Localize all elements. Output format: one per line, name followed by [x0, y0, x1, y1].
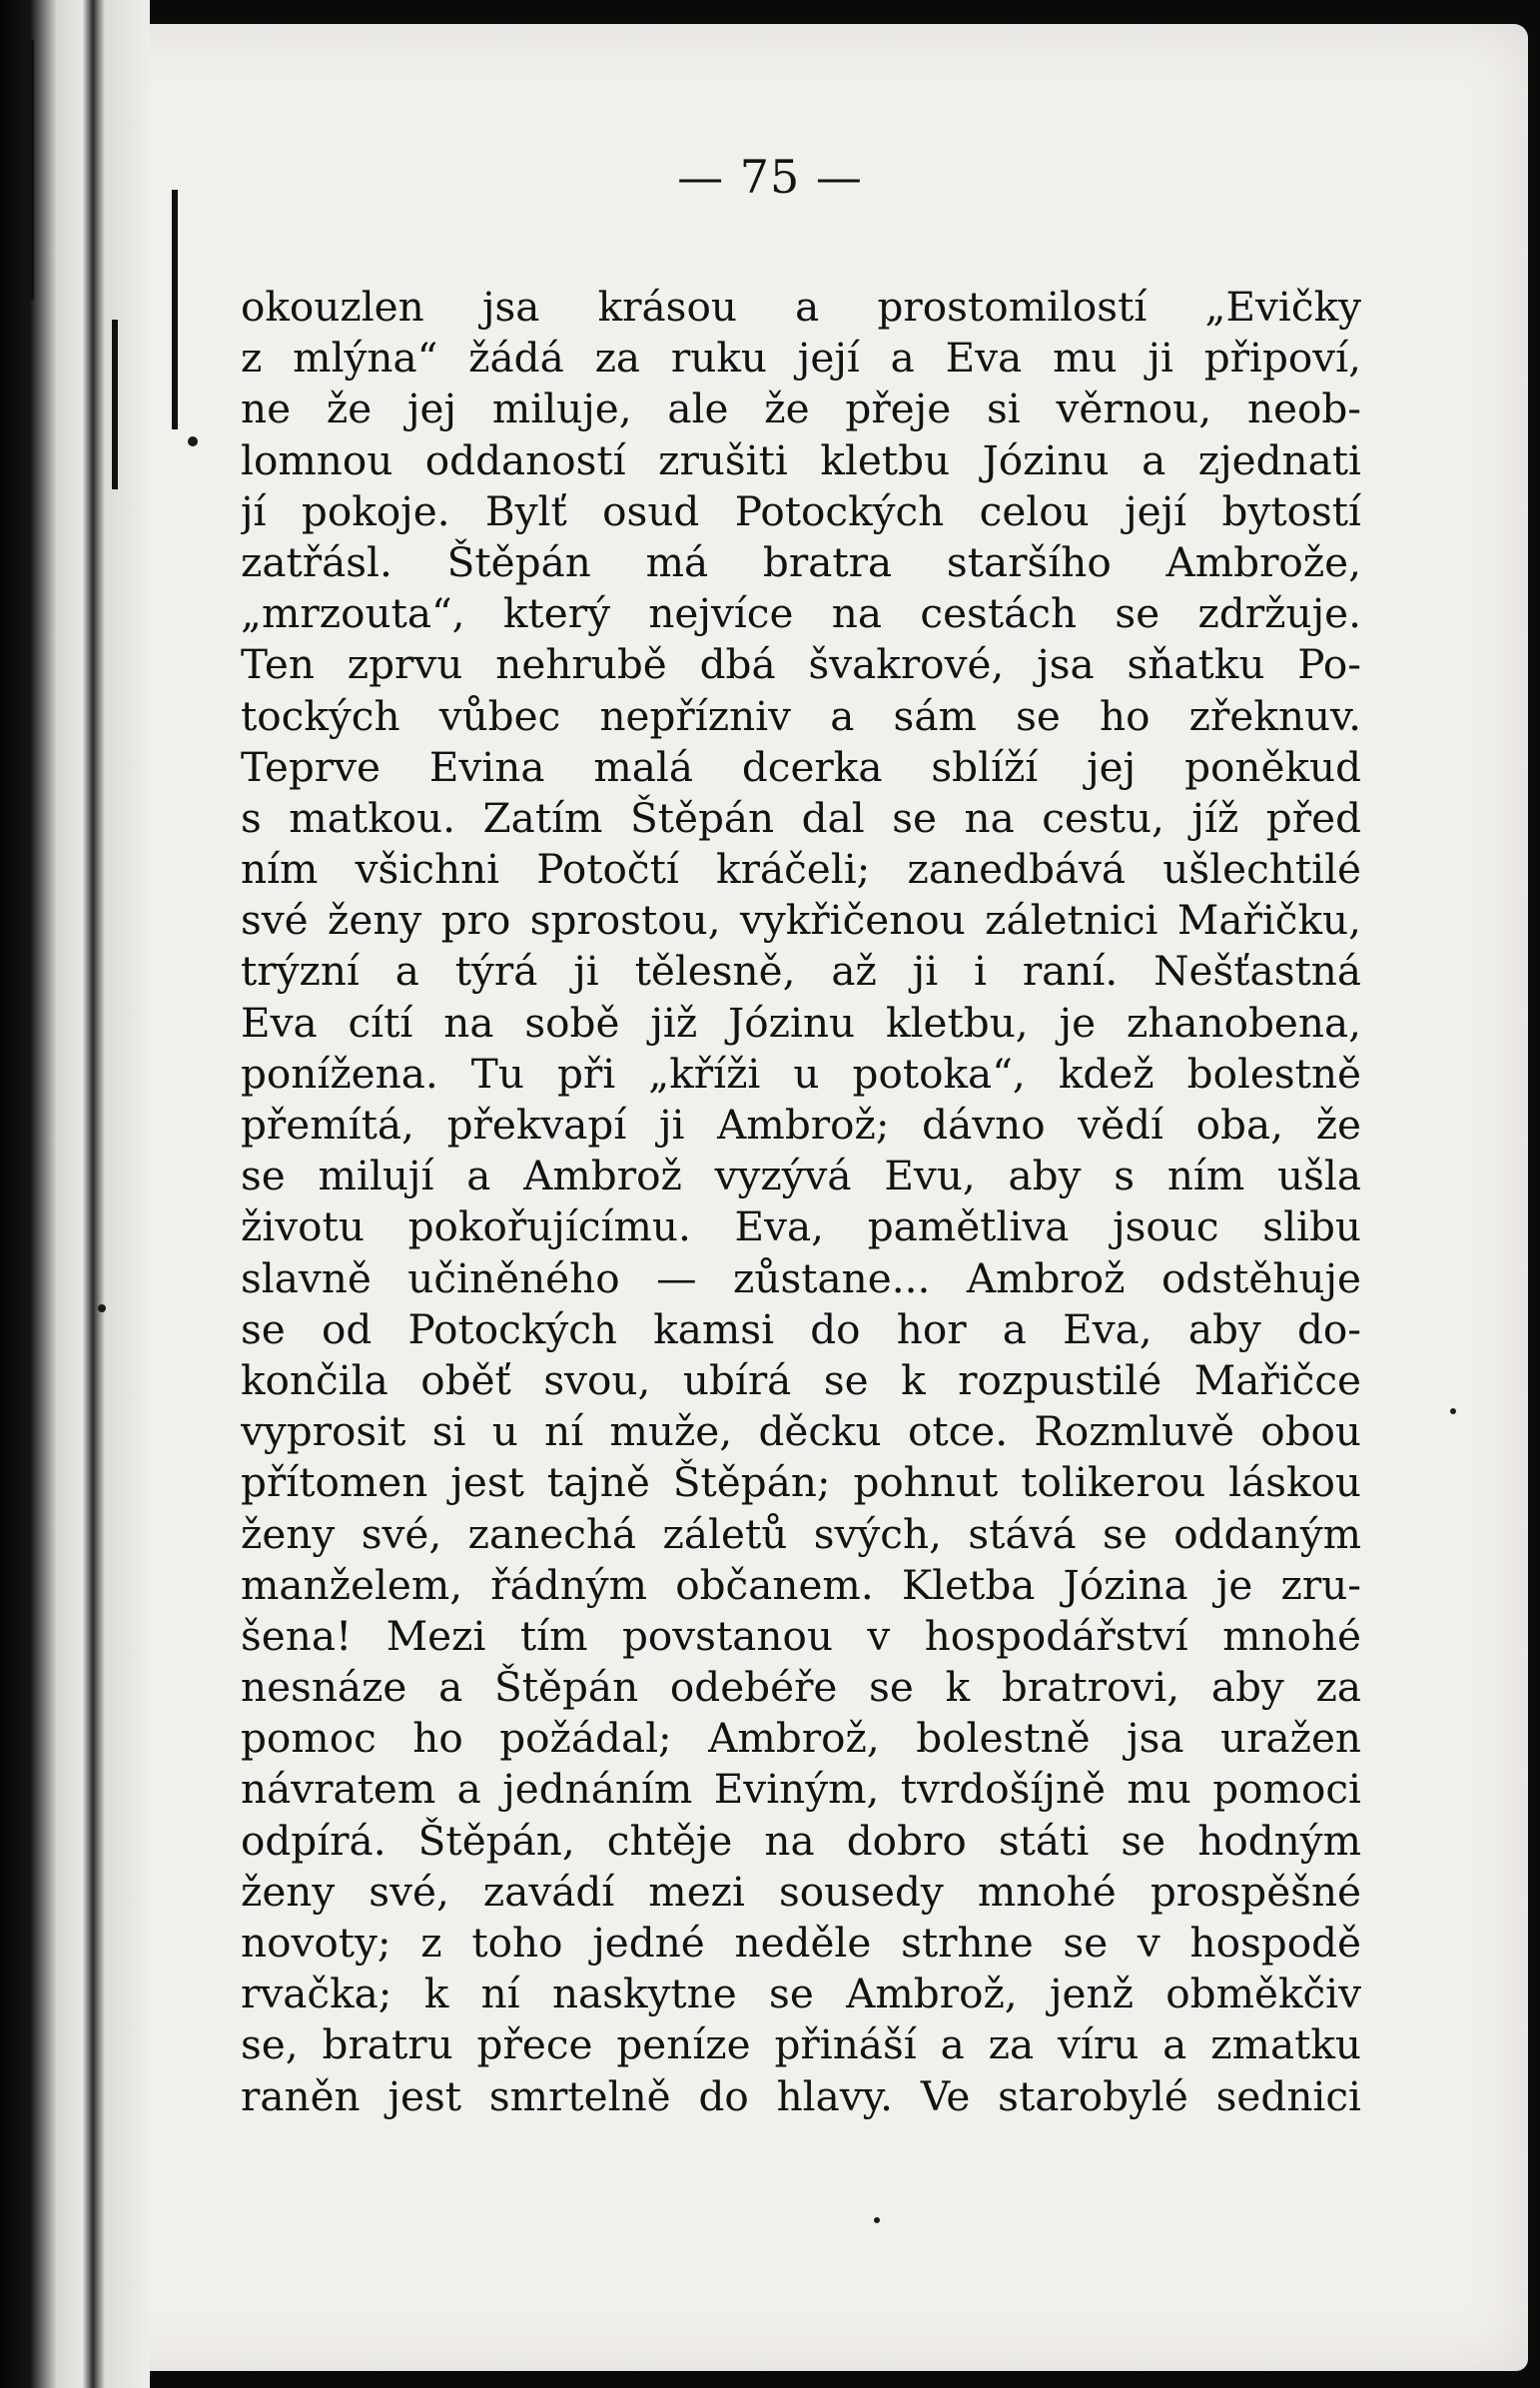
text-line: slavně učiněného — zůstane... Ambrož odstěhuje	[241, 1253, 1361, 1302]
text-line: návratem a jednáním Eviným, tvrdošíjně mu pomoci	[241, 1765, 1361, 1814]
text-line: rvačka; k ní naskytne se Ambrož, jenž obměkčiv	[241, 1970, 1361, 2018]
text-line: vyprosit si u ní muže, děcku otce. Rozmluvě obou	[241, 1407, 1361, 1456]
text-line: novoty; z toho jedné neděle strhne se v hospodě	[241, 1919, 1361, 1967]
text-line: trýzní a týrá ji tělesně, až ji i raní. Nešťastná	[241, 947, 1361, 996]
text-line: ženy své, zavádí mezi sousedy mnohé prospěšné	[241, 1867, 1361, 1916]
text-line: ponížena. Tu při „kříži u potoka“, kdež bolestně	[241, 1049, 1361, 1098]
scan-speck	[874, 2217, 880, 2223]
text-line: lomnou oddaností zrušiti kletbu Józinu a zjednati	[241, 435, 1361, 484]
text-line: okouzlen jsa krásou a prostomilostí „Evičky	[241, 283, 1361, 331]
text-line: Ten zprvu nehrubě dbá švakrové, jsa sňatku Po-	[241, 640, 1361, 689]
text-line: se od Potockých kamsi do hor a Eva, aby do-	[241, 1304, 1361, 1353]
text-line: jí pokoje. Bylť osud Potockých celou její bytostí	[241, 486, 1361, 535]
scan-speck	[188, 436, 198, 446]
text-line: z mlýna“ žádá za ruku její a Eva mu ji připoví,	[241, 334, 1361, 383]
text-line: manželem, řádným občanem. Kletba Józina je zru-	[241, 1560, 1361, 1609]
text-line: „mrzouta“, který nejvíce na cestách se zdržuje.	[241, 589, 1361, 638]
text-line: pomoc ho požádal; Ambrož, bolestně jsa uražen	[241, 1714, 1361, 1763]
text-line: přítomen jest tajně Štěpán; pohnut tolikerou láskou	[241, 1458, 1361, 1507]
text-line: raněn jest smrtelně do hlavy. Ve starobylé sednici	[241, 2071, 1361, 2120]
scan-speck	[1450, 1408, 1456, 1414]
text-line: šena! Mezi tím povstanou v hospodářství mnohé	[241, 1611, 1361, 1660]
text-line: nesnáze a Štěpán odebéře se k bratrovi, aby za	[241, 1663, 1361, 1712]
scan-speck	[98, 1304, 106, 1312]
text-line: ženy své, zanechá záletů svých, stává se oddaným	[241, 1509, 1361, 1558]
text-line: odpírá. Štěpán, chtěje na dobro státi se hodným	[241, 1816, 1361, 1865]
text-line: Teprve Evina malá dcerka sblíží jej poněkud	[241, 742, 1361, 791]
binding-mark	[112, 320, 118, 489]
text-line: tockých vůbec nepřízniv a sám se ho zřeknuv.	[241, 691, 1361, 740]
text-line: se milují a Ambrož vyzývá Evu, aby s ním ušla	[241, 1152, 1361, 1200]
text-line: se, bratru přece peníze přináší a za víru a zmatku	[241, 2020, 1361, 2069]
binding-mark	[172, 190, 178, 429]
text-line: končila oběť svou, ubírá se k rozpustilé Mařičce	[241, 1355, 1361, 1404]
page-number: — 75 —	[677, 150, 863, 204]
body-text	[241, 282, 1361, 2122]
text-line: ne že jej miluje, ale že přeje si věrnou, neob-	[241, 385, 1361, 433]
text-line: své ženy pro sprostou, vykřičenou záletnici Mařičku,	[241, 896, 1361, 945]
text-line: s matkou. Zatím Štěpán dal se na cestu, jíž před	[241, 793, 1361, 842]
book-binding-edge	[0, 0, 150, 2388]
text-line: přemítá, překvapí ji Ambrož; dávno vědí oba, že	[241, 1101, 1361, 1149]
text-line: životu pokořujícímu. Eva, pamětliva jsouc slibu	[241, 1202, 1361, 1251]
text-line: Eva cítí na sobě již Józinu kletbu, je zhanobena,	[241, 998, 1361, 1047]
text-line: zatřásl. Štěpán má bratra staršího Ambrože,	[241, 537, 1361, 586]
text-line: ním všichni Potočtí kráčeli; zanedbává ušlechtilé	[241, 845, 1361, 894]
